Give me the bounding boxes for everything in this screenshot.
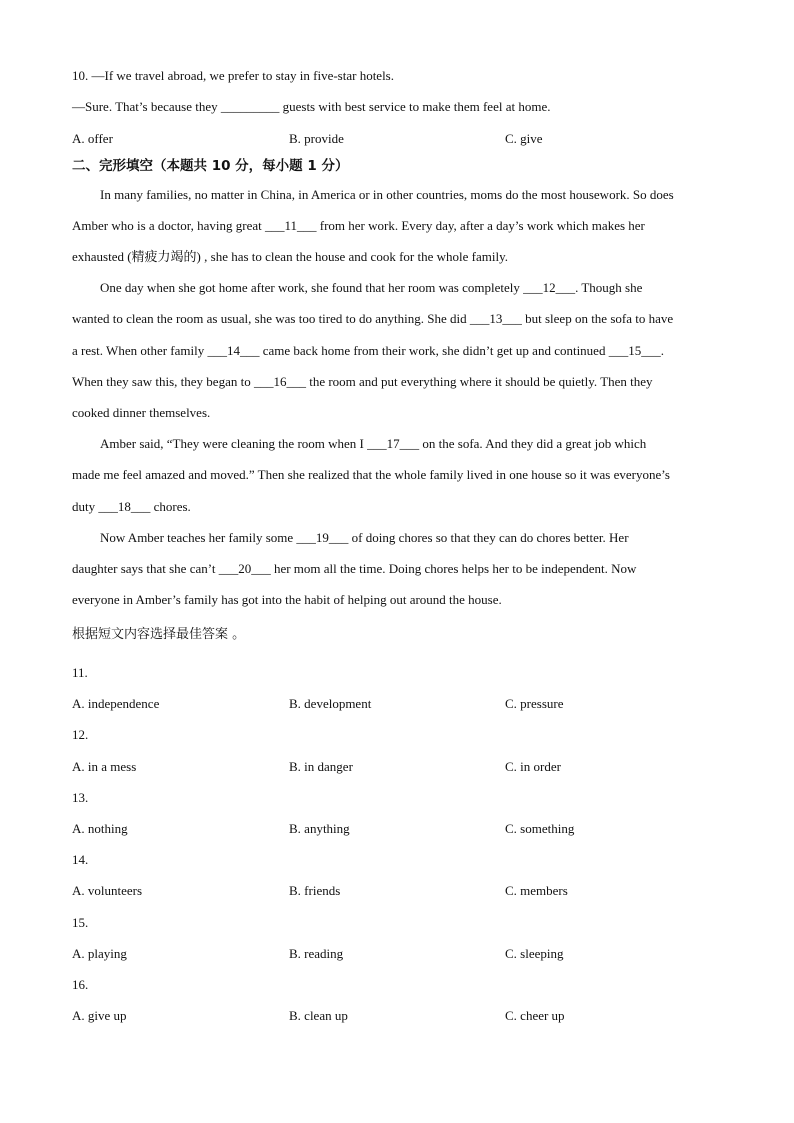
question-number: 16.	[72, 977, 89, 992]
question-number: 11.	[72, 665, 88, 680]
option-c: C. sleeping	[505, 946, 564, 961]
q10-stem-line-1: 10. —If we travel abroad, we prefer to stay in five-star hotels.	[72, 68, 394, 83]
section-heading: 二、完形填空（本题共 10 分，每小题 1 分）	[72, 158, 349, 174]
passage-line: One day when she got home after work, she found that her room was completely ___12___. Though she	[100, 280, 643, 295]
passage-line: wanted to clean the room as usual, she was too tired to do anything. She did ___13___ but sleep on the sofa to have	[72, 311, 674, 326]
passage-line: cooked dinner themselves.	[72, 405, 211, 420]
question-number: 14.	[72, 852, 89, 867]
passage-line: Amber who is a doctor, having great ___11___ from her work. Every day, after a day’s work which makes her	[72, 218, 645, 233]
option-b: B. anything	[289, 821, 350, 836]
q10-option-a: A. offer	[72, 131, 113, 146]
option-a: A. give up	[72, 1008, 127, 1023]
passage-line: In many families, no matter in China, in America or in other countries, moms do the most housework. So does	[100, 187, 674, 202]
option-a: A. playing	[72, 946, 127, 961]
passage-line: duty ___18___ chores.	[72, 499, 191, 514]
option-b: B. clean up	[289, 1008, 348, 1023]
option-b: B. in danger	[289, 759, 353, 774]
option-c: C. members	[505, 883, 568, 898]
passage-line: When they saw this, they began to ___16___ the room and put everything where it should be quietly. Then they	[72, 374, 653, 389]
passage-line: made me feel amazed and moved.” Then she realized that the whole family lived in one house so it was everyone’s	[72, 467, 670, 482]
question-number: 15.	[72, 915, 89, 930]
option-a: A. nothing	[72, 821, 128, 836]
question-number: 13.	[72, 790, 89, 805]
q10-option-b: B. provide	[289, 131, 344, 146]
passage-line: a rest. When other family ___14___ came back home from their work, she didn’t get up and continued ___15___.	[72, 343, 664, 358]
option-a: A. in a mess	[72, 759, 137, 774]
option-c: C. cheer up	[505, 1008, 565, 1023]
q10-stem-line-2: —Sure. That’s because they _________ guests with best service to make them feel at home.	[72, 99, 551, 114]
passage-line: Amber said, “They were cleaning the room when I ___17___ on the sofa. And they did a great job which	[100, 436, 647, 451]
option-b: B. development	[289, 696, 372, 711]
passage-line: everyone in Amber’s family has got into the habit of helping out around the house.	[72, 592, 502, 607]
question-number: 12.	[72, 727, 89, 742]
instruction-text: 根据短文内容选择最佳答案 。	[72, 627, 246, 642]
option-a: A. independence	[72, 696, 160, 711]
passage-line: daughter says that she can’t ___20___ her mom all the time. Doing chores helps her to be independent. Now	[72, 561, 637, 576]
option-c: C. in order	[505, 759, 561, 774]
option-c: C. something	[505, 821, 575, 836]
option-b: B. friends	[289, 883, 341, 898]
option-c: C. pressure	[505, 696, 564, 711]
q10-option-c: C. give	[505, 131, 543, 146]
option-b: B. reading	[289, 946, 344, 961]
option-a: A. volunteers	[72, 883, 143, 898]
passage-line: exhausted (精疲力竭的) , she has to clean the house and cook for the whole family.	[72, 249, 508, 264]
passage-line: Now Amber teaches her family some ___19___ of doing chores so that they can do chores better. Her	[100, 530, 629, 545]
